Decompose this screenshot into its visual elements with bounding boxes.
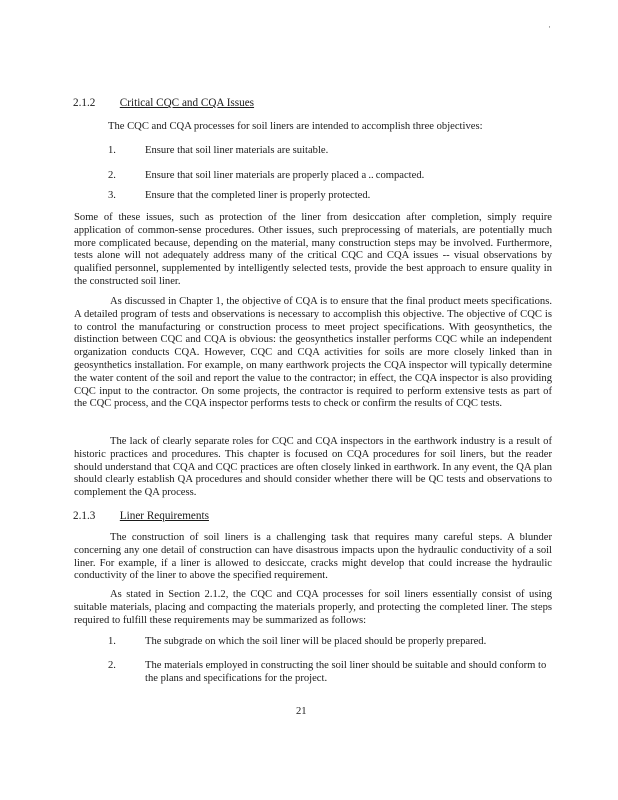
- list-item-number: 1.: [108, 145, 116, 156]
- page-number: 21: [296, 706, 307, 717]
- list-item-text: Ensure that soil liner materials are properly placed a .. compacted.: [145, 170, 425, 181]
- list-item-number: 2.: [108, 660, 116, 671]
- list-item-number: 2.: [108, 170, 116, 181]
- paragraph: Some of these issues, such as protection of the liner from desiccation after completion, simply require application of common-sense procedures. Other issues, such preprocessing of materials, are potentially much more complicated because, depending on the material, many construction steps may be involved. Furthermore, tests alone will not adequately address many of the critical CQC and CQA issues -- visual observations by qualified personnel, supplemented by intelligently selected tests, provide the best approach to ensure quality in the constructed soil liner.: [74, 212, 552, 287]
- section-title: Liner Requirements: [119, 510, 209, 522]
- list-item-text: Ensure that soil liner materials are suitable.: [145, 145, 329, 156]
- paragraph: As stated in Section 2.1.2, the CQC and CQA processes for soil liners essentially consist of using suitable materials, placing and compacting the materials properly, and protecting the completed liner. The steps required to fulfill these requirements may be summarized as follows:: [74, 589, 552, 626]
- section-heading-2-1-2: [73, 96, 254, 110]
- section-number: 2.1.3: [73, 510, 96, 522]
- section-number: 2.1.2: [73, 97, 96, 109]
- paragraph: The construction of soil liners is a challenging task that requires many careful steps. A blunder concerning any one detail of construction can have disastrous impacts upon the hydraulic conductivity of a soil liner. For example, if a liner is allowed to desiccate, cracks might develop that could increase the hydraulic conductivity of the liner to above the specified requirement.: [74, 532, 552, 582]
- list-item-text: Ensure that the completed liner is properly protected.: [145, 190, 371, 201]
- list-item-text: The subgrade on which the soil liner will be placed should be properly prepared.: [145, 636, 487, 647]
- paragraph: The lack of clearly separate roles for CQC and CQA inspectors in the earthwork industry is a result of historic practices and procedures. This chapter is focused on CQA procedures for soil liners, but the reader should understand that CQA and CQC practices are often closely linked in earthwork. In any event, the QA plan should clearly establish QA procedures and should consider whether there will be QC tests and observations to complement the QA process.: [74, 436, 552, 499]
- list-item-number: 1.: [108, 636, 116, 647]
- corner-mark: ·: [548, 22, 551, 32]
- list-item-number: 3.: [108, 190, 116, 201]
- section-heading-2-1-3: [73, 509, 209, 523]
- objectives-intro: The CQC and CQA processes for soil liners are intended to accomplish three objectives:: [108, 121, 483, 132]
- list-item-text: The materials employed in constructing the soil liner should be suitable and should conform to the plans and specifications for the project.: [145, 660, 547, 684]
- section-title: Critical CQC and CQA Issues: [119, 97, 255, 109]
- paragraph: As discussed in Chapter 1, the objective of CQA is to ensure that the final product meets specifications. A detailed program of tests and observations is necessary to accomplish this objective. The objective of CQC is to control the manufacturing or construction process to meet project specifications. With geosynthetics, the distinction between CQC and CQA is obvious: the geosynthetics installer performs CQC while an independent organization conducts CQA. However, CQC and CQA activities for soils are more closely linked than in geosynthetics installation. For example, on many earthwork projects the CQA inspector will typically determine the water content of the soil and report the value to the contractor; in effect, the CQA inspector is also providing CQC input to the contractor. On some projects, the contractor is required to perform extensive tests as part of the CQC process, and the CQA inspector performs tests to check or confirm the results of CQC tests.: [74, 296, 552, 410]
